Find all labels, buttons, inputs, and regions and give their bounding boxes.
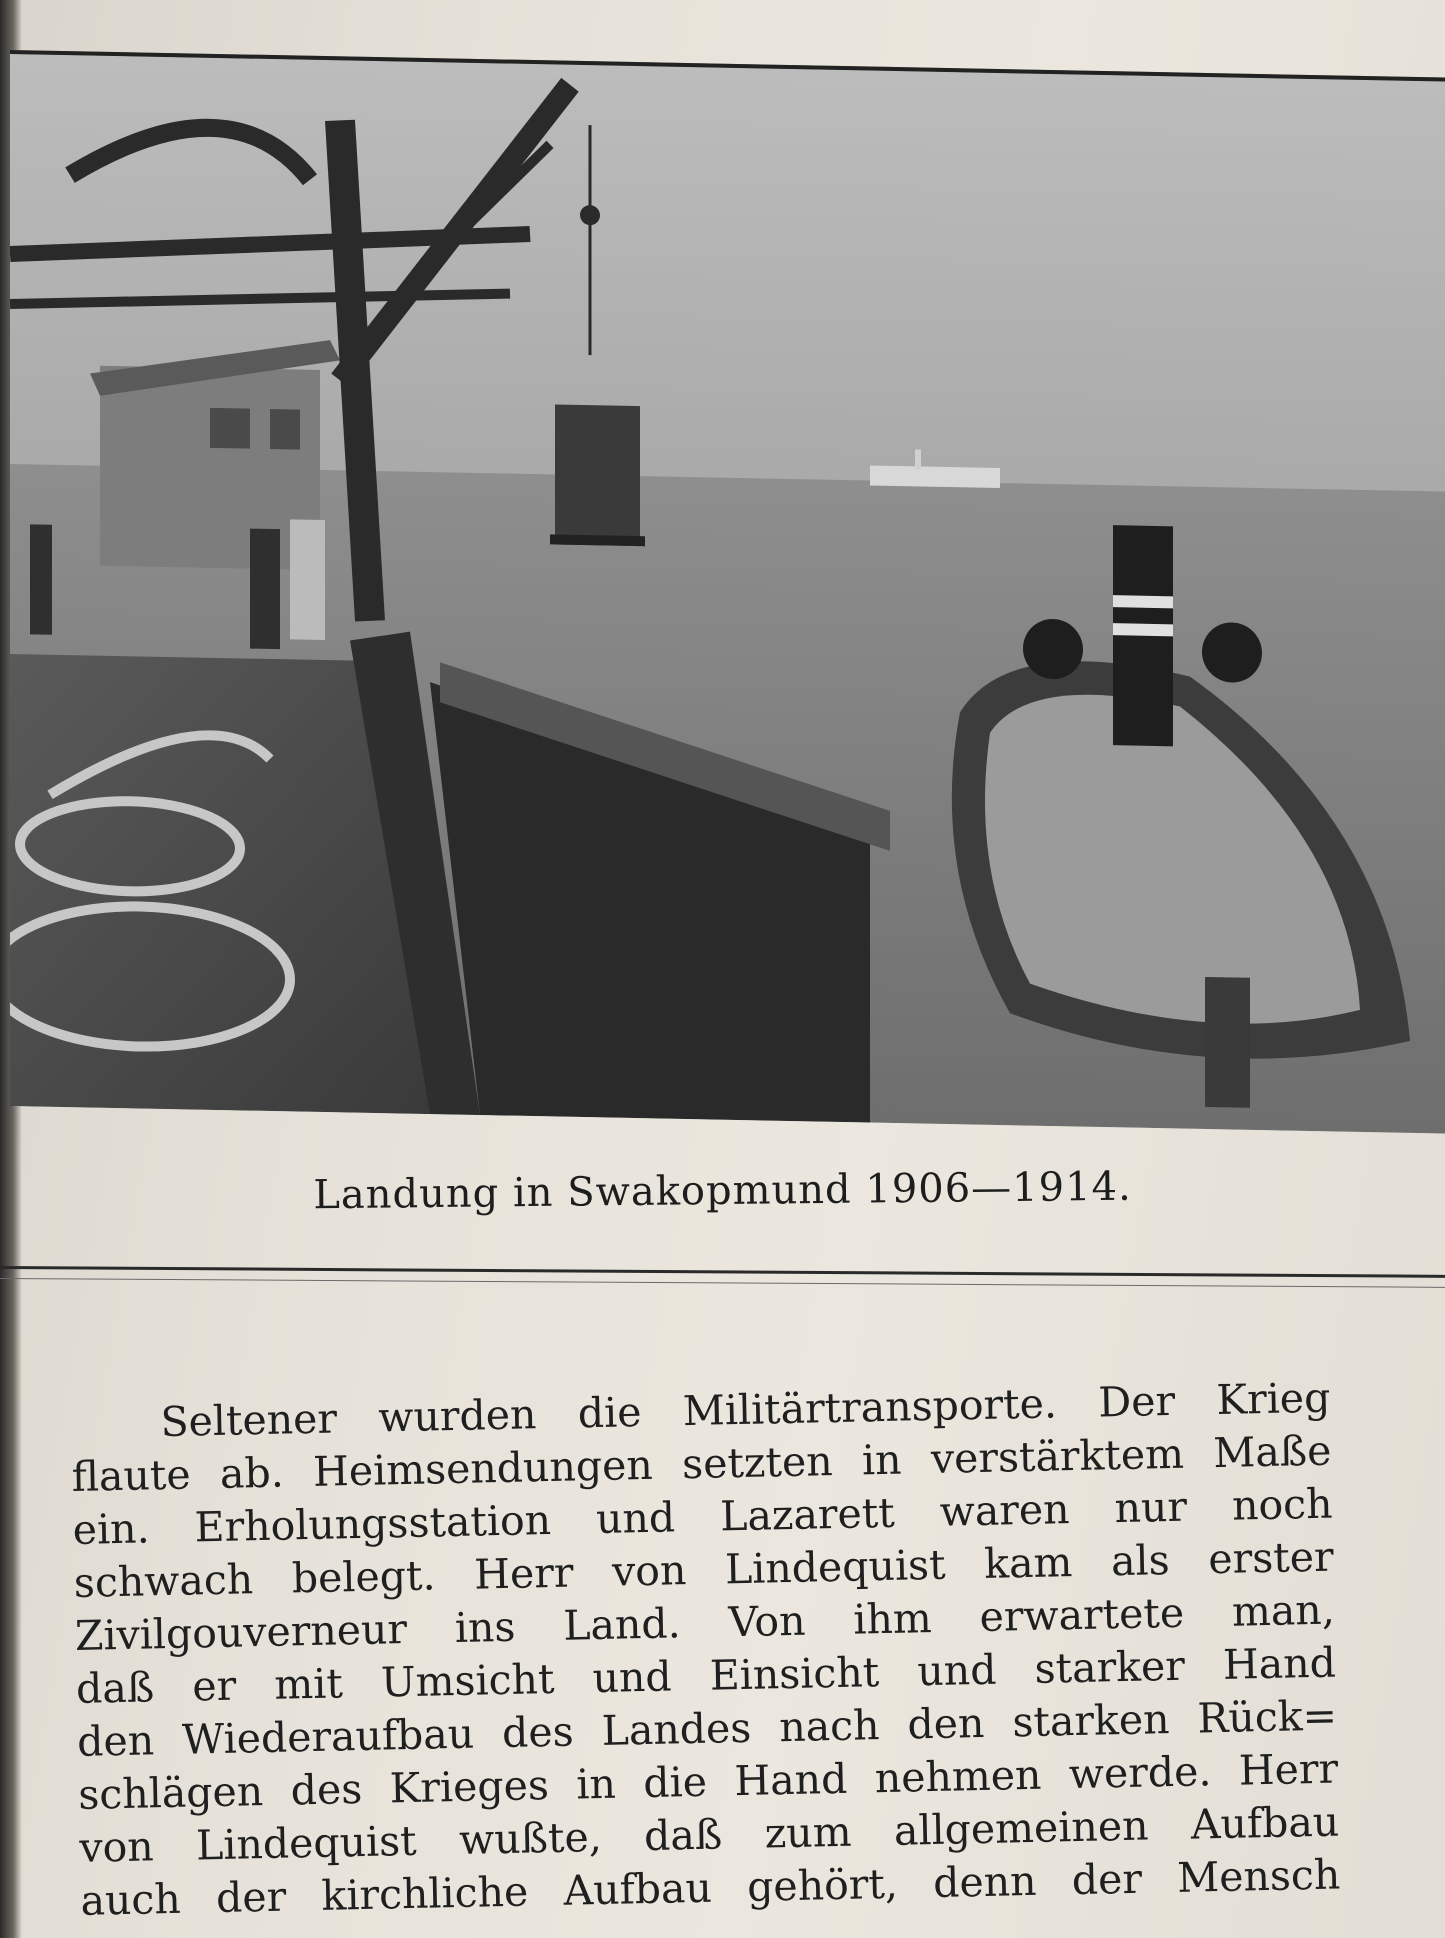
- text-line: Seltener wurden die Militärtransporte. Der Krieg: [160, 1373, 1331, 1447]
- body-paragraph: [70, 1372, 1341, 1928]
- divider-rule-thin: [0, 1278, 1445, 1288]
- text-line: auch der kirchliche Aufbau gehört, denn der Mensch: [80, 1850, 1341, 1925]
- text-line: flaute ab. Heimsendungen setzten in verstärktem Maße: [71, 1426, 1332, 1501]
- text-line: den Wiederaufbau des Landes nach den starken Rück=: [76, 1691, 1338, 1766]
- text-line: schlägen des Krieges in die Hand nehmen werde. Herr: [77, 1744, 1339, 1819]
- divider-rule: [0, 1266, 1445, 1278]
- photo-illustration: [10, 54, 1445, 1134]
- text-line: daß er mit Umsicht und Einsicht und starker Hand: [75, 1638, 1337, 1713]
- harbor-photograph: [10, 50, 1445, 1134]
- text-line: von Lindequist wußte, daß zum allgemeinen Aufbau: [78, 1797, 1340, 1872]
- text-line: ein. Erholungsstation und Lazarett waren nur noch: [72, 1479, 1333, 1554]
- photo-caption: Landung in Swakopmund 1906—1914.: [313, 1163, 1132, 1219]
- text-line: Zivilgouverneur ins Land. Von ihm erwartete man,: [74, 1585, 1336, 1660]
- text-line: schwach belegt. Herr von Lindequist kam als erster: [73, 1532, 1335, 1607]
